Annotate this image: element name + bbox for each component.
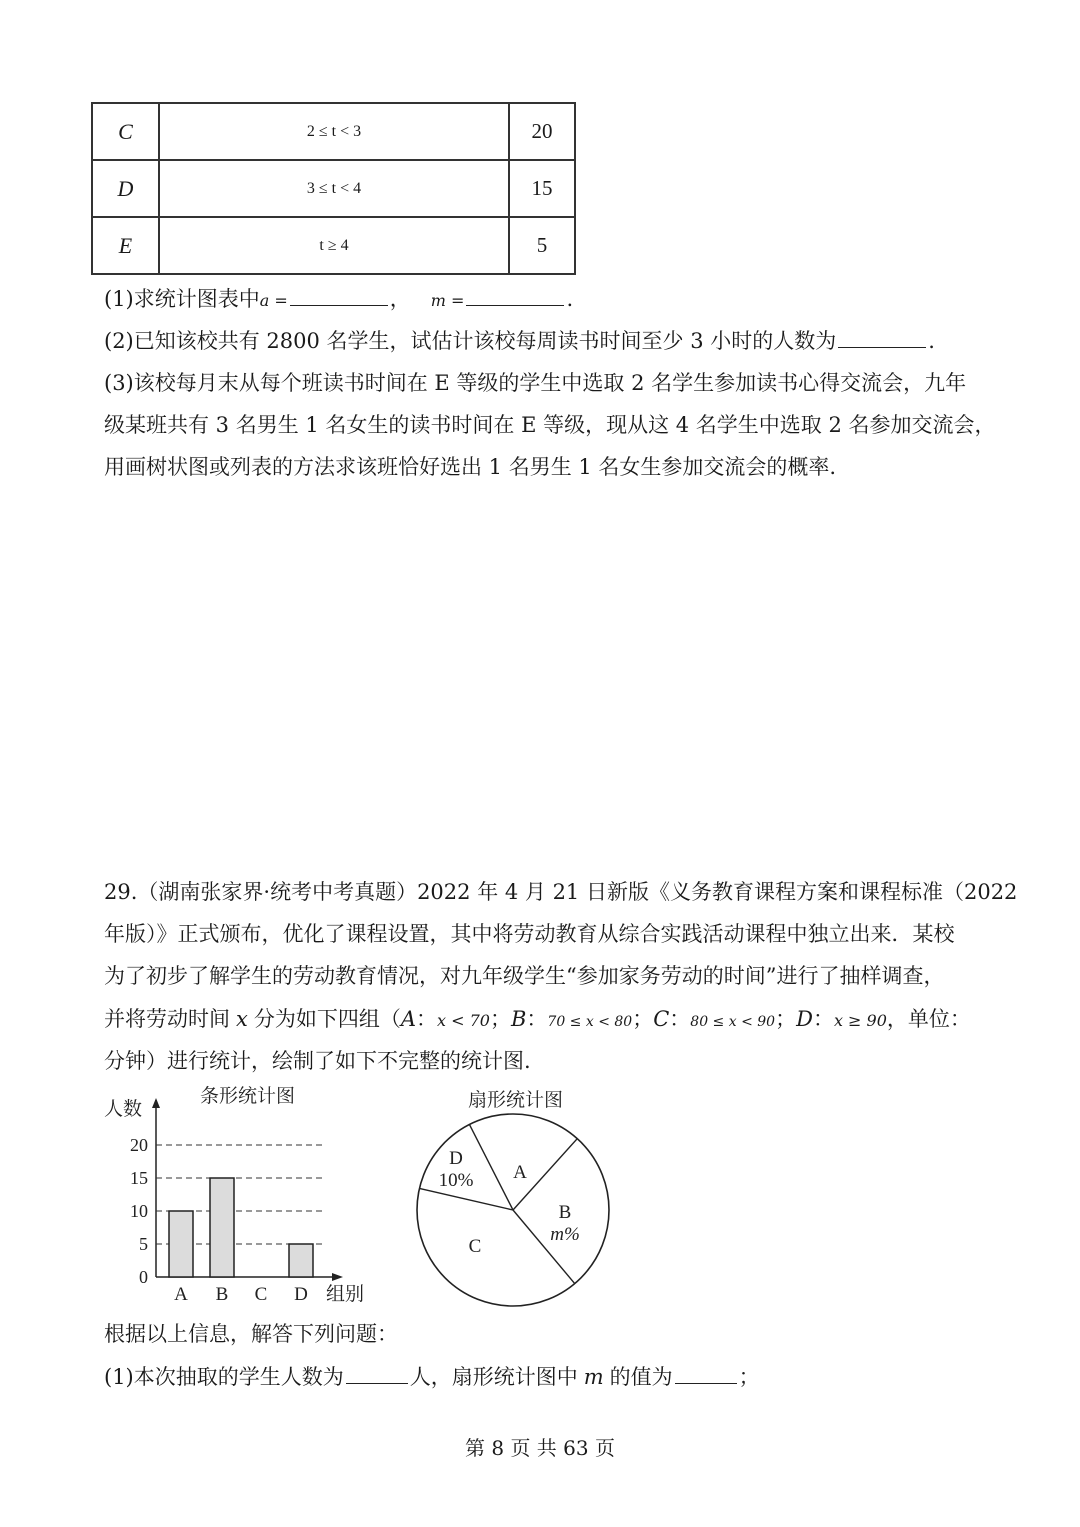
count-cell: 15 bbox=[509, 160, 575, 217]
answer-blank[interactable] bbox=[675, 1382, 737, 1384]
slice-value-b: m% bbox=[550, 1224, 580, 1245]
x-tick-label: C bbox=[254, 1284, 268, 1305]
q29-line2: 年版）》正式颁布，优化了课程设置，其中将劳动教育从综合实践活动课程中独立出来．某校 bbox=[104, 922, 955, 946]
q29-line5: 分钟）进行统计，绘制了如下不完整的统计图. bbox=[104, 1049, 531, 1073]
grade-cell: E bbox=[92, 217, 159, 274]
table-row bbox=[92, 103, 575, 160]
slice-label-b: B bbox=[558, 1202, 572, 1223]
x-tick-label: A bbox=[174, 1284, 188, 1305]
bar-d bbox=[289, 1244, 313, 1277]
x-tick-label: D bbox=[294, 1284, 308, 1305]
page-footer: 第 8 页 共 63 页 bbox=[465, 1436, 615, 1460]
answer-blank[interactable] bbox=[346, 1382, 408, 1384]
chart-title: 条形统计图 bbox=[200, 1086, 296, 1107]
q28-part3-line2: 级某班共有 3 名男生 1 名女生的读书时间在 E 等级，现从这 4 名学生中选取 2 名参加交流会， bbox=[104, 413, 996, 437]
q29-sub1: (1)本次抽取的学生人数为 人，扇形统计图中 m 的值为 ； bbox=[104, 1365, 760, 1389]
answer-blank[interactable] bbox=[838, 346, 926, 348]
grade-cell: D bbox=[92, 160, 159, 217]
slice-label-c: C bbox=[468, 1236, 482, 1257]
y-axis-arrow bbox=[152, 1098, 160, 1108]
slice-label-d: D bbox=[449, 1148, 463, 1169]
x-axis-arrow bbox=[332, 1273, 343, 1281]
grade-cell: C bbox=[92, 103, 159, 160]
q29-after: 根据以上信息，解答下列问题： bbox=[104, 1322, 398, 1346]
frequency-table bbox=[91, 102, 576, 275]
bar-chart bbox=[100, 1082, 390, 1314]
bar-a bbox=[169, 1211, 193, 1277]
y-tick-label: 10 bbox=[130, 1201, 148, 1221]
y-tick-label: 15 bbox=[130, 1168, 148, 1188]
pie-chart bbox=[400, 1082, 620, 1314]
range-cell: 2 ≤ t < 3 bbox=[159, 103, 509, 160]
table-row bbox=[92, 217, 575, 274]
range-cell: t ≥ 4 bbox=[159, 217, 509, 274]
q28-part3-line3: 用画树状图或列表的方法求该班恰好选出 1 名男生 1 名女生参加交流会的概率. bbox=[104, 455, 837, 479]
q29-line1: 29.（湖南张家界·统考中考真题）2022 年 4 月 21 日新版《义务教育课程方案和课程标准（2022 bbox=[104, 880, 1018, 904]
y-tick-label: 20 bbox=[130, 1135, 148, 1155]
y-axis-label: 人数 bbox=[104, 1099, 143, 1120]
table-row bbox=[92, 160, 575, 217]
answer-blank[interactable] bbox=[290, 304, 388, 306]
bar-b bbox=[210, 1178, 234, 1277]
range-cell: 3 ≤ t < 4 bbox=[159, 160, 509, 217]
x-axis-label: 组别 bbox=[326, 1284, 365, 1305]
q29-line4: 并将劳动时间 x 分为如下四组（A：x < 70；B：70 ≤ x < 80；C：80 ≤ x < 90；D：x ≥ 90，单位： bbox=[104, 1007, 971, 1031]
count-cell: 20 bbox=[509, 103, 575, 160]
answer-blank[interactable] bbox=[466, 304, 564, 306]
count-cell: 5 bbox=[509, 217, 575, 274]
q28-part1: (1)求统计图表中a = ， m = . bbox=[104, 287, 574, 311]
slice-value-d: 10% bbox=[438, 1170, 474, 1191]
q29-line3: 为了初步了解学生的劳动教育情况，对九年级学生“参加家务劳动的时间”进行了抽样调查， bbox=[104, 964, 945, 988]
q28-part2: (2)已知该校共有 2800 名学生，试估计该校每周读书时间至少 3 小时的人数为 . bbox=[104, 329, 935, 353]
x-tick-label: B bbox=[215, 1284, 229, 1305]
q28-part3-line1: (3)该校每月末从每个班读书时间在 E 等级的学生中选取 2 名学生参加读书心得交流会，九年 bbox=[104, 371, 967, 395]
slice-label-a: A bbox=[513, 1162, 527, 1183]
y-tick-label: 0 bbox=[139, 1267, 148, 1287]
y-tick-label: 5 bbox=[139, 1234, 148, 1254]
chart-title: 扇形统计图 bbox=[468, 1090, 564, 1111]
